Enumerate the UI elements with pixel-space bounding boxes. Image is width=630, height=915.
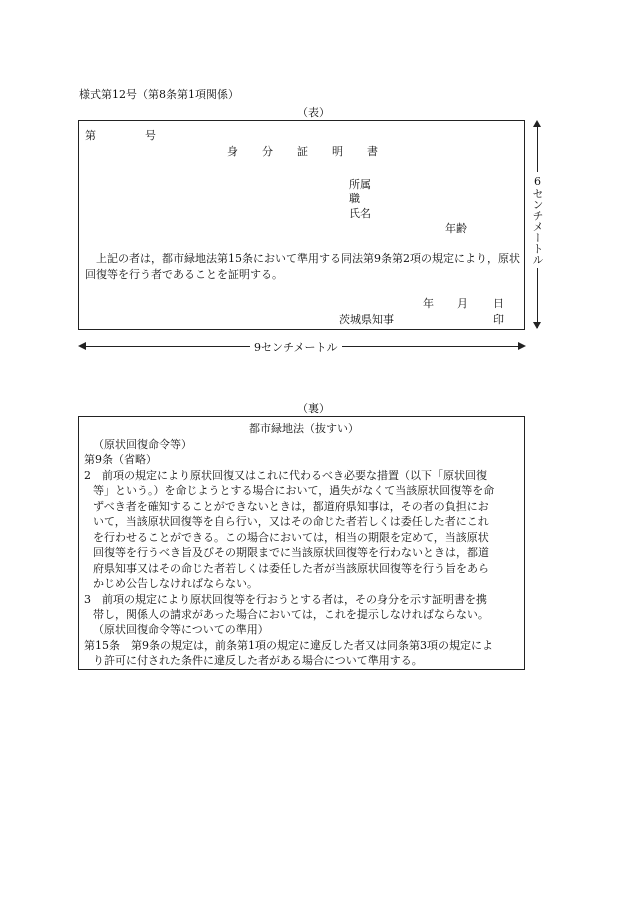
law-line: 府県知事又はその命じた者若しくは委任した者が当該原状回復等を行う旨をあら: [93, 562, 489, 575]
name-label: 氏名: [349, 207, 371, 220]
width-arrow-left-icon: [78, 342, 86, 350]
front-side-label: （表）: [297, 106, 330, 119]
age-label: 年齢: [445, 222, 467, 235]
law-line: ずべき者を確知することができないときは，都道府県知事は，その者の負担にお: [93, 500, 489, 513]
form-title: 様式第12号（第8条第1項関係）: [79, 88, 239, 101]
certificate-back-card: [78, 416, 525, 670]
width-arrow-right-icon: [518, 342, 526, 350]
law-line: いて，当該原状回復等を自ら行い，又はその命じた者若しくは委任した者にこれ: [93, 515, 489, 528]
issuer-governor: 茨城県知事: [339, 313, 394, 326]
height-arrow-top-icon: [533, 120, 541, 127]
affiliation-label: 所属: [349, 178, 371, 191]
certificate-number-suffix: 号: [145, 129, 156, 142]
certificate-title: 身分証明書: [227, 145, 402, 158]
position-label: 職: [349, 192, 360, 205]
law-line: 回復等を行うべき旨及びその期限までに当該原状回復等を行わないときは，都道: [93, 546, 489, 559]
width-dimension-label: 9センチメートル: [250, 339, 342, 355]
law-line: を行わせることができる。この場合においては，相当の期限を定めて，当該原状: [93, 531, 489, 544]
date-year-label: 年: [423, 297, 434, 310]
law-excerpt-title: 都市緑地法（抜すい）: [249, 422, 359, 435]
certificate-body-content: 上記の者は，都市緑地法第15条において準用する同法第9条第2項の規定により，原状回復等を行う者であることを証明する。: [85, 252, 520, 281]
date-month-label: 月: [457, 297, 468, 310]
law-line: （原状回復命令等）: [93, 438, 192, 451]
law-line: 第9条（省略）: [84, 453, 157, 466]
law-line: 第15条 第9条の規定は，前条第1項の規定に違反した者又は同条第3項の規定によ: [84, 639, 493, 652]
back-side-label: （裏）: [297, 402, 330, 415]
height-arrow-bottom-icon: [533, 322, 541, 329]
law-line: り許可に付された条件に違反した者がある場合について準用する。: [93, 654, 423, 667]
law-line: 等」という。）を命じようとする場合において，過失がなくて当該原状回復等を命: [93, 484, 495, 497]
certificate-front-card: [78, 120, 525, 330]
height-dimension-label: 6センチメートル: [530, 172, 545, 268]
law-line: かじめ公告しなければならない。: [93, 577, 258, 590]
law-line: 2 前項の規定により原状回復又はこれに代わるべき必要な措置（以下「原状回復: [84, 469, 487, 482]
certificate-body-text: [85, 251, 521, 283]
law-line: 帯し，関係人の請求があった場合においては，これを提示しなければならない。: [93, 608, 489, 621]
date-day-label: 日: [493, 297, 504, 310]
law-line: （原状回復命令等についての準用）: [93, 623, 269, 636]
seal-mark: 印: [493, 313, 504, 326]
certificate-number-prefix: 第: [85, 129, 96, 142]
law-line: 3 前項の規定により原状回復等を行おうとする者は，その身分を示す証明書を携: [84, 593, 487, 606]
